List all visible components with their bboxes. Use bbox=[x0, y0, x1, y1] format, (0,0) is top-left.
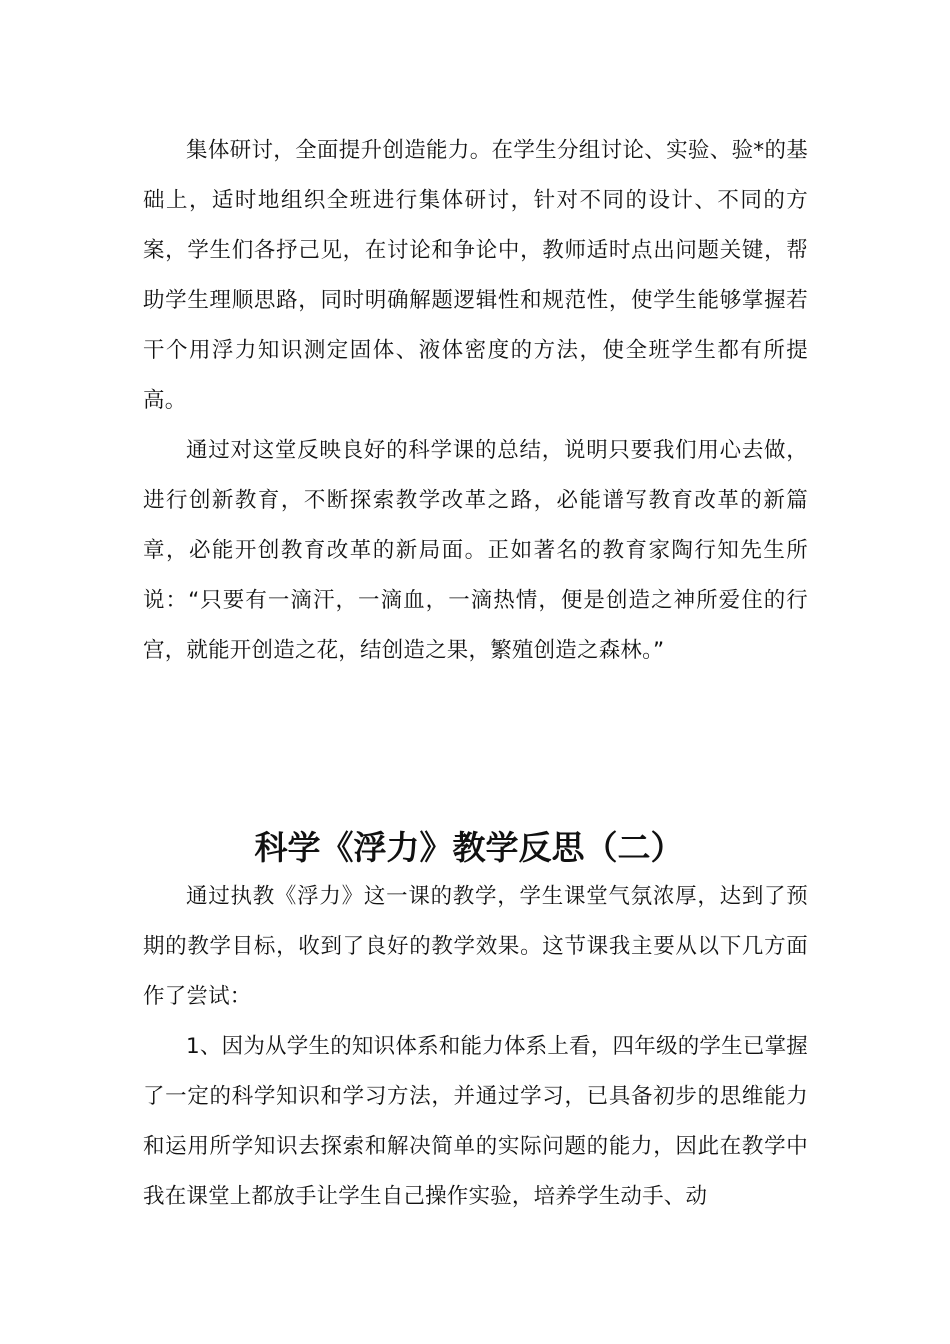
paragraph-point-one: 1、因为从学生的知识体系和能力体系上看，四年级的学生已掌握了一定的科学知识和学习方法，并通过学习，已具备初步的思维能力和运用所学知识去探索和解决简单的实际问题的能力，因此在教学中我在课堂上都放手让学生自己操作实验，培养学生动手、动 bbox=[143, 1034, 808, 1209]
paragraph-summary: 通过对这堂反映良好的科学课的总结，说明只要我们用心去做，进行创新教育，不断探索教学改革之路，必能谱写教育改革的新篇章，必能开创教育改革的新局面。正如著名的教育家陶行知先生所说：“只要有一滴汗，一滴血，一滴热情，便是创造之神所爱住的行宫，就能开创造之花，结创造之果，繁殖创造之森林。” bbox=[143, 438, 808, 663]
section-title: 科学《浮力》教学反思（二） bbox=[254, 828, 684, 867]
paragraph-group-study: 集体研讨，全面提升创造能力。在学生分组讨论、实验、验*的基础上，适时地组织全班进行集体研讨，针对不同的设计、不同的方案，学生们各抒己见，在讨论和争论中，教师适时点出问题关键，帮助学生理顺思路，同时明确解题逻辑性和规范性，使学生能够掌握若干个用浮力知识测定固体、液体密度的方法，使全班学生都有所提高。 bbox=[143, 138, 808, 413]
paragraph-intro: 通过执教《浮力》这一课的教学，学生课堂气氛浓厚，达到了预期的教学目标，收到了良好的教学效果。这节课我主要从以下几方面作了尝试： bbox=[143, 884, 808, 1009]
